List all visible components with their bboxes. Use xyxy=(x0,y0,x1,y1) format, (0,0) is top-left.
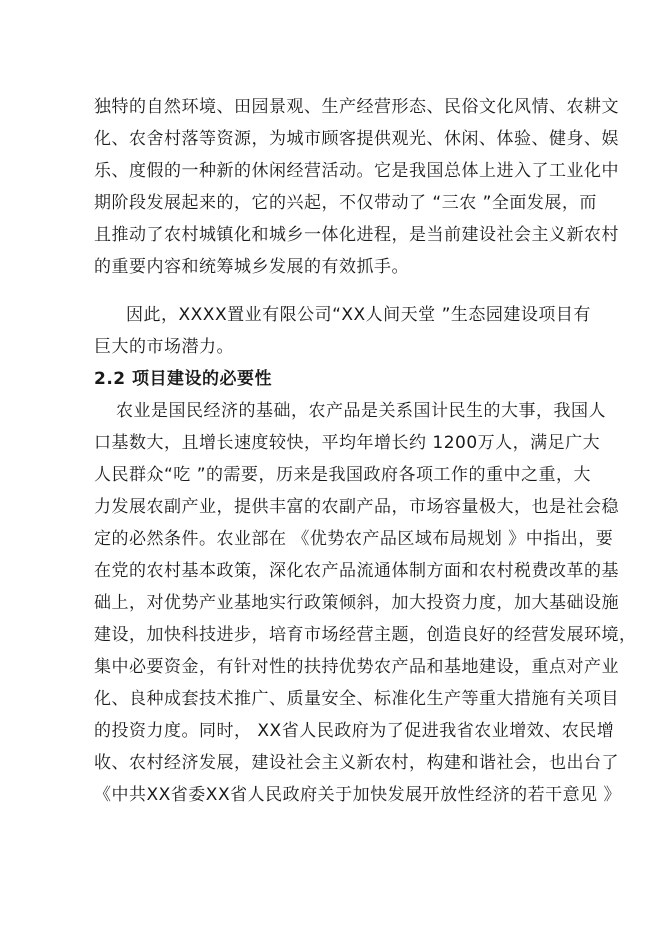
body-text-line: 期阶段发展起来的，它的兴起，不仅带动了 “三农 ”全面发展，而 xyxy=(94,193,597,213)
body-text-line: 的投资力度。同时， XX省人民政府为了促进我省农业增效、农民增 xyxy=(94,721,615,741)
paragraph-first-line: 因此，XXXX置业有限公司“XX人间天堂 ”生态园建设项目有 xyxy=(126,305,591,325)
body-text-line: 力发展农副产业，提供丰富的农副产品，市场容量极大，也是社会稳 xyxy=(94,497,619,517)
paragraph-first-line: 农业是国民经济的基础，农产品是关系国计民生的大事，我国人 xyxy=(116,401,606,421)
body-text-line: 的重要内容和统筹城乡发展的有效抓手。 xyxy=(94,257,409,277)
body-text-line: 巨大的市场潜力。 xyxy=(94,337,234,357)
body-text-line: 独特的自然环境、田园景观、生产经营形态、民俗文化风情、农耕文 xyxy=(94,97,619,117)
body-text-line: 且推动了农村城镇化和城乡一体化进程，是当前建设社会主义新农村 xyxy=(94,225,619,245)
body-text-line: 定的必然条件。农业部在 《优势农产品区域布局规划 》中指出，要 xyxy=(94,529,614,549)
body-text-line: 础上，对优势产业基地实行政策倾斜，加大投资力度，加大基础设施 xyxy=(94,593,619,613)
section-heading: 2.2 项目建设的必要性 xyxy=(94,369,273,389)
body-text-line: 收、农村经济发展，建设社会主义新农村，构建和谐社会，也出台了 xyxy=(94,753,619,773)
body-text-line: 口基数大，且增长速度较快，平均年增长约 1200万人，满足广大 xyxy=(94,433,601,453)
body-text-line: 《中共XX省委XX省人民政府关于加快发展开放性经济的若干意见 》 xyxy=(94,785,621,805)
body-text-line: 在党的农村基本政策，深化农产品流通体制方面和农村税费改革的基 xyxy=(94,561,619,581)
body-text-line: 集中必要资金，有针对性的扶持优势农产品和基地建设，重点对产业 xyxy=(94,657,619,677)
body-text-line: 化、良种成套技术推广、质量安全、标准化生产等重大措施有关项目 xyxy=(94,689,619,709)
body-text-line: 化、农舍村落等资源，为城市顾客提供观光、休闲、体验、健身、娱 xyxy=(94,129,619,149)
body-text-line: 建设，加快科技进步，培育市场经营主题，创造良好的经营发展环境， xyxy=(94,625,637,645)
body-text-line: 乐、度假的一种新的休闲经营活动。它是我国总体上进入了工业化中 xyxy=(94,161,619,181)
body-text-line: 人民群众“吃 ”的需要，历来是我国政府各项工作的重中之重，大 xyxy=(94,465,592,485)
